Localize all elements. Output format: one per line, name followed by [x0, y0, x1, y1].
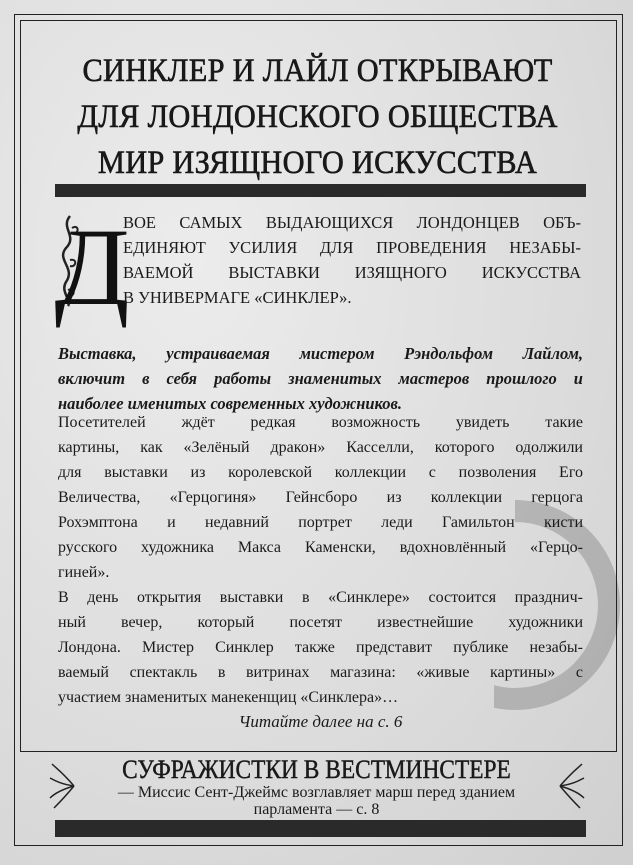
intro-paragraph — [58, 341, 583, 416]
divider-bar — [55, 184, 586, 197]
headline-line: МИР ИЗЯЩНОГО ИСКУССТВА — [97, 145, 538, 181]
teaser-text — [0, 784, 633, 818]
body-line: картины, как «Зелёный дракон» Касселли, которого одолжили — [58, 439, 583, 456]
headline-line: ДЛЯ ЛОНДОНСКОГО ОБЩЕСТВА — [77, 99, 558, 135]
drop-cap-ornament-icon — [54, 206, 130, 328]
lead-paragraph — [123, 210, 581, 310]
body-line: русского художника Макса Каменски, вдохновлённый «Герцо- — [58, 539, 583, 556]
body-line: участием знаменитых манекенщиц «Синклера»… — [58, 689, 399, 706]
body-line: Посетителей ждёт редкая возможность увидеть такие — [58, 414, 583, 431]
teaser-title: СУФРАЖИСТКИ В ВЕСТМИНСТЕРЕ — [122, 755, 511, 784]
lead-line: ЕДИНЯЮТ УСИЛИЯ ДЛЯ ПРОВЕДЕНИЯ НЕЗАБЫ- — [123, 238, 581, 257]
continued-note: Читайте далее на с. 6 — [238, 712, 403, 731]
body-line: Лондона. Мистер Синклер также представит публике незабы- — [58, 639, 583, 656]
teaser-line: — Миссис Сент-Джеймс возглавляет марш перед зданием — [117, 784, 516, 801]
body-line: гиней». — [58, 564, 110, 581]
lead-line: В УНИВЕРМАГЕ «СИНКЛЕР». — [123, 288, 352, 307]
intro-line: Выставка, устраиваемая мистером Рэндольфом Лайлом, — [58, 344, 583, 363]
body-line: Величества, «Герцогиня» Гейнсборо из коллекции герцога — [58, 489, 583, 506]
headline — [53, 48, 582, 186]
body-line: Рохэмптона и недавний портрет леди Гамильтон кисти — [58, 514, 583, 531]
body-line: В день открытия выставки в «Синклере» состоится празднич- — [58, 589, 583, 606]
article-body — [58, 410, 583, 710]
intro-line: включит в себя работы знаменитых мастеров прошлого и — [58, 369, 583, 388]
body-line: ный вечер, который посетят известнейшие художники — [58, 614, 583, 631]
body-line: для выставки из королевской коллекции с позволения Его — [58, 464, 583, 481]
lead-line: ВОЕ САМЫХ ВЫДАЮЩИХСЯ ЛОНДОНЦЕВ ОБЪ- — [123, 213, 581, 232]
divider-bar — [55, 820, 586, 837]
lead-line: ВАЕМОЙ ВЫСТАВКИ ИЗЯЩНОГО ИСКУССТВА — [123, 263, 581, 282]
intro-line: наиболее именитых современных художников. — [58, 394, 403, 413]
svg-text:Д: Д — [54, 206, 130, 328]
headline-line: СИНКЛЕР И ЛАЙЛ ОТКРЫВАЮТ — [82, 53, 553, 89]
teaser-line: парламента — с. 8 — [253, 801, 380, 818]
body-line: ваемый спектакль в витринах магазина: «живые картины» с — [58, 664, 583, 681]
